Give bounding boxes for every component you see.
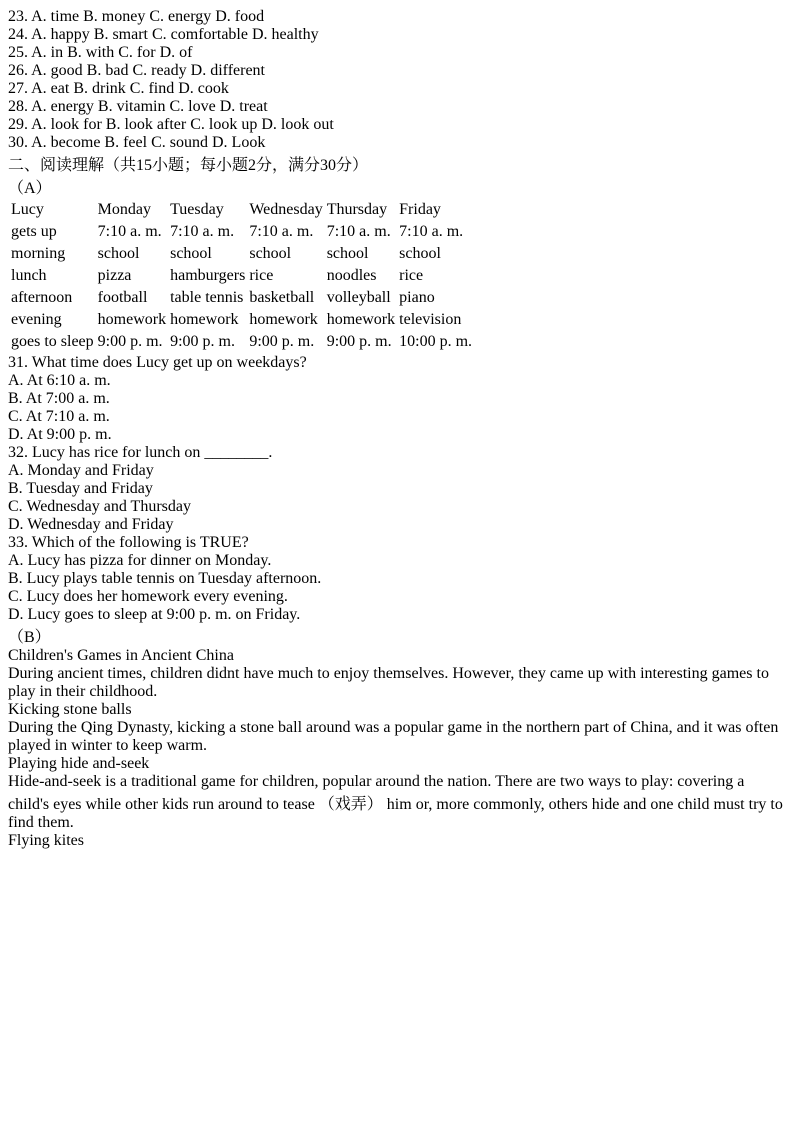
table-cell: evening <box>11 311 62 328</box>
option-b: B. bad <box>86 62 129 79</box>
option-b: B. feel <box>104 134 148 151</box>
table-cell: volleyball <box>326 289 391 306</box>
table-row <box>10 244 473 264</box>
cloze-option-row-30 <box>8 134 786 152</box>
article-paragraph-kicking-text: During the Qing Dynasty, kicking a stone ball around was a popular game in the northern part of China, and it was often played in winter to keep warm. <box>8 719 779 754</box>
table-cell: football <box>97 289 148 306</box>
table-cell: rice <box>249 267 274 284</box>
option-d: D. Look <box>211 134 266 151</box>
question-33-option-a: A. Lucy has pizza for dinner on Monday. <box>8 552 272 569</box>
article-intro-paragraph <box>8 665 786 701</box>
table-cell: hamburgers <box>170 267 246 284</box>
table-header-cell: Monday <box>97 201 151 218</box>
question-32-option-d: D. Wednesday and Friday <box>8 516 174 533</box>
part-b-label: （B） <box>8 629 51 646</box>
table-cell: school <box>326 245 369 262</box>
table-cell: school <box>97 245 140 262</box>
option-b: B. with <box>67 44 115 61</box>
option-c: C. energy <box>149 8 212 25</box>
table-header-row <box>10 200 473 220</box>
table-cell: morning <box>11 245 66 262</box>
question-31-option-c: C. At 7:10 a. m. <box>8 408 110 425</box>
article-paragraph-hide-seek-text: Hide-and-seek is a traditional game for children, popular around the nation. There are two ways to play: covering a child's eyes while other kids run around to tease （戏弄） him or, more commonly, others hide and one child must try to find them. <box>8 773 783 831</box>
option-b: B. look after <box>105 116 187 133</box>
question-33-option-b: B. Lucy plays table tennis on Tuesday afternoon. <box>8 570 322 587</box>
option-d: D. food <box>215 8 265 25</box>
question-31-option-b: B. At 7:00 a. m. <box>8 390 110 407</box>
option-a: 25. A. in <box>8 44 64 61</box>
cloze-option-row-25 <box>8 44 786 62</box>
option-a: 28. A. energy <box>8 98 94 115</box>
table-cell: homework <box>97 311 167 328</box>
question-32-stem: 32. Lucy has rice for lunch on ________. <box>8 444 273 461</box>
table-header-cell: Wednesday <box>249 201 323 218</box>
question-33-stem: 33. Which of the following is TRUE? <box>8 534 249 551</box>
article-heading-kicking: Kicking stone balls <box>8 701 132 718</box>
table-row <box>10 222 473 242</box>
option-a: 23. A. time <box>8 8 80 25</box>
option-c: C. look up <box>190 116 258 133</box>
option-b: B. drink <box>73 80 126 97</box>
option-d: D. different <box>190 62 265 79</box>
option-a: 26. A. good <box>8 62 83 79</box>
option-d: D. healthy <box>251 26 319 43</box>
cloze-option-row-23 <box>8 8 786 26</box>
table-cell: piano <box>399 289 435 306</box>
question-31-stem: 31. What time does Lucy get up on weekdays? <box>8 354 307 371</box>
option-a: 29. A. look for <box>8 116 102 133</box>
option-c: C. love <box>169 98 216 115</box>
question-33-option-c: C. Lucy does her homework every evening. <box>8 588 288 605</box>
table-cell: homework <box>249 311 318 328</box>
article-heading-kites: Flying kites <box>8 832 85 849</box>
cloze-option-row-28 <box>8 98 786 116</box>
question-33-option-d: D. Lucy goes to sleep at 9:00 p. m. on Friday. <box>8 606 301 623</box>
table-cell: goes to sleep <box>11 333 94 350</box>
schedule-table <box>8 198 475 354</box>
table-header-cell: Friday <box>399 201 441 218</box>
article-paragraph-kicking <box>8 719 786 755</box>
option-c: C. find <box>129 80 175 97</box>
option-d: D. look out <box>261 116 334 133</box>
article-title: Children's Games in Ancient China <box>8 647 234 664</box>
table-cell: homework <box>326 311 396 328</box>
table-header-cell: Thursday <box>326 201 388 218</box>
question-32-option-c: C. Wednesday and Thursday <box>8 498 191 515</box>
table-row <box>10 266 473 286</box>
table-cell: 9:00 p. m. <box>249 333 315 350</box>
table-header-cell: Lucy <box>11 201 44 218</box>
option-b: B. smart <box>93 26 148 43</box>
table-row <box>10 288 473 308</box>
table-row <box>10 332 473 352</box>
article-intro-text: During ancient times, children didnt have much to enjoy themselves. However, they came up with interesting games to play in their childhood. <box>8 665 769 700</box>
table-cell: 7:10 a. m. <box>97 223 162 240</box>
option-c: C. comfortable <box>152 26 248 43</box>
table-cell: 9:00 p. m. <box>170 333 235 350</box>
cloze-option-row-27 <box>8 80 786 98</box>
table-cell: school <box>249 245 292 262</box>
table-cell: lunch <box>11 267 47 284</box>
article-paragraph-hide-seek <box>8 773 786 832</box>
cloze-option-row-26 <box>8 62 786 80</box>
table-cell: television <box>399 311 462 328</box>
option-d: D. of <box>159 44 193 61</box>
question-32-option-b: B. Tuesday and Friday <box>8 480 153 497</box>
table-cell: rice <box>399 267 424 284</box>
table-cell: 7:10 a. m. <box>249 223 314 240</box>
table-cell: 9:00 p. m. <box>326 333 392 350</box>
table-header-cell: Tuesday <box>170 201 224 218</box>
option-c: C. sound <box>151 134 208 151</box>
table-cell: 7:10 a. m. <box>399 223 464 240</box>
option-c: C. ready <box>132 62 187 79</box>
table-cell: school <box>399 245 441 262</box>
section-title: 二、阅读理解（共15小题；每小题2分，满分30分） <box>8 157 369 174</box>
table-cell: table tennis <box>170 289 244 306</box>
option-d: D. treat <box>219 98 268 115</box>
table-row <box>10 310 473 330</box>
table-cell: pizza <box>97 267 132 284</box>
option-d: D. cook <box>178 80 229 97</box>
table-cell: gets up <box>11 223 57 240</box>
cloze-option-row-24 <box>8 26 786 44</box>
table-cell: afternoon <box>11 289 73 306</box>
option-a: 24. A. happy <box>8 26 90 43</box>
table-cell: 9:00 p. m. <box>97 333 163 350</box>
table-cell: 7:10 a. m. <box>170 223 235 240</box>
option-b: B. vitamin <box>97 98 166 115</box>
cloze-option-row-29 <box>8 116 786 134</box>
question-31-option-a: A. At 6:10 a. m. <box>8 372 111 389</box>
exam-page <box>8 8 786 850</box>
table-cell: basketball <box>249 289 315 306</box>
table-cell: noodles <box>326 267 377 284</box>
table-cell: 10:00 p. m. <box>399 333 473 350</box>
option-a: 27. A. eat <box>8 80 70 97</box>
option-c: C. for <box>118 44 156 61</box>
option-a: 30. A. become <box>8 134 101 151</box>
article-heading-hide-seek: Playing hide and-seek <box>8 755 150 772</box>
question-31-option-d: D. At 9:00 p. m. <box>8 426 112 443</box>
question-32-option-a: A. Monday and Friday <box>8 462 154 479</box>
part-a-label: （A） <box>8 180 52 197</box>
table-cell: school <box>170 245 212 262</box>
table-cell: 7:10 a. m. <box>326 223 391 240</box>
table-cell: homework <box>170 311 239 328</box>
option-b: B. money <box>83 8 146 25</box>
